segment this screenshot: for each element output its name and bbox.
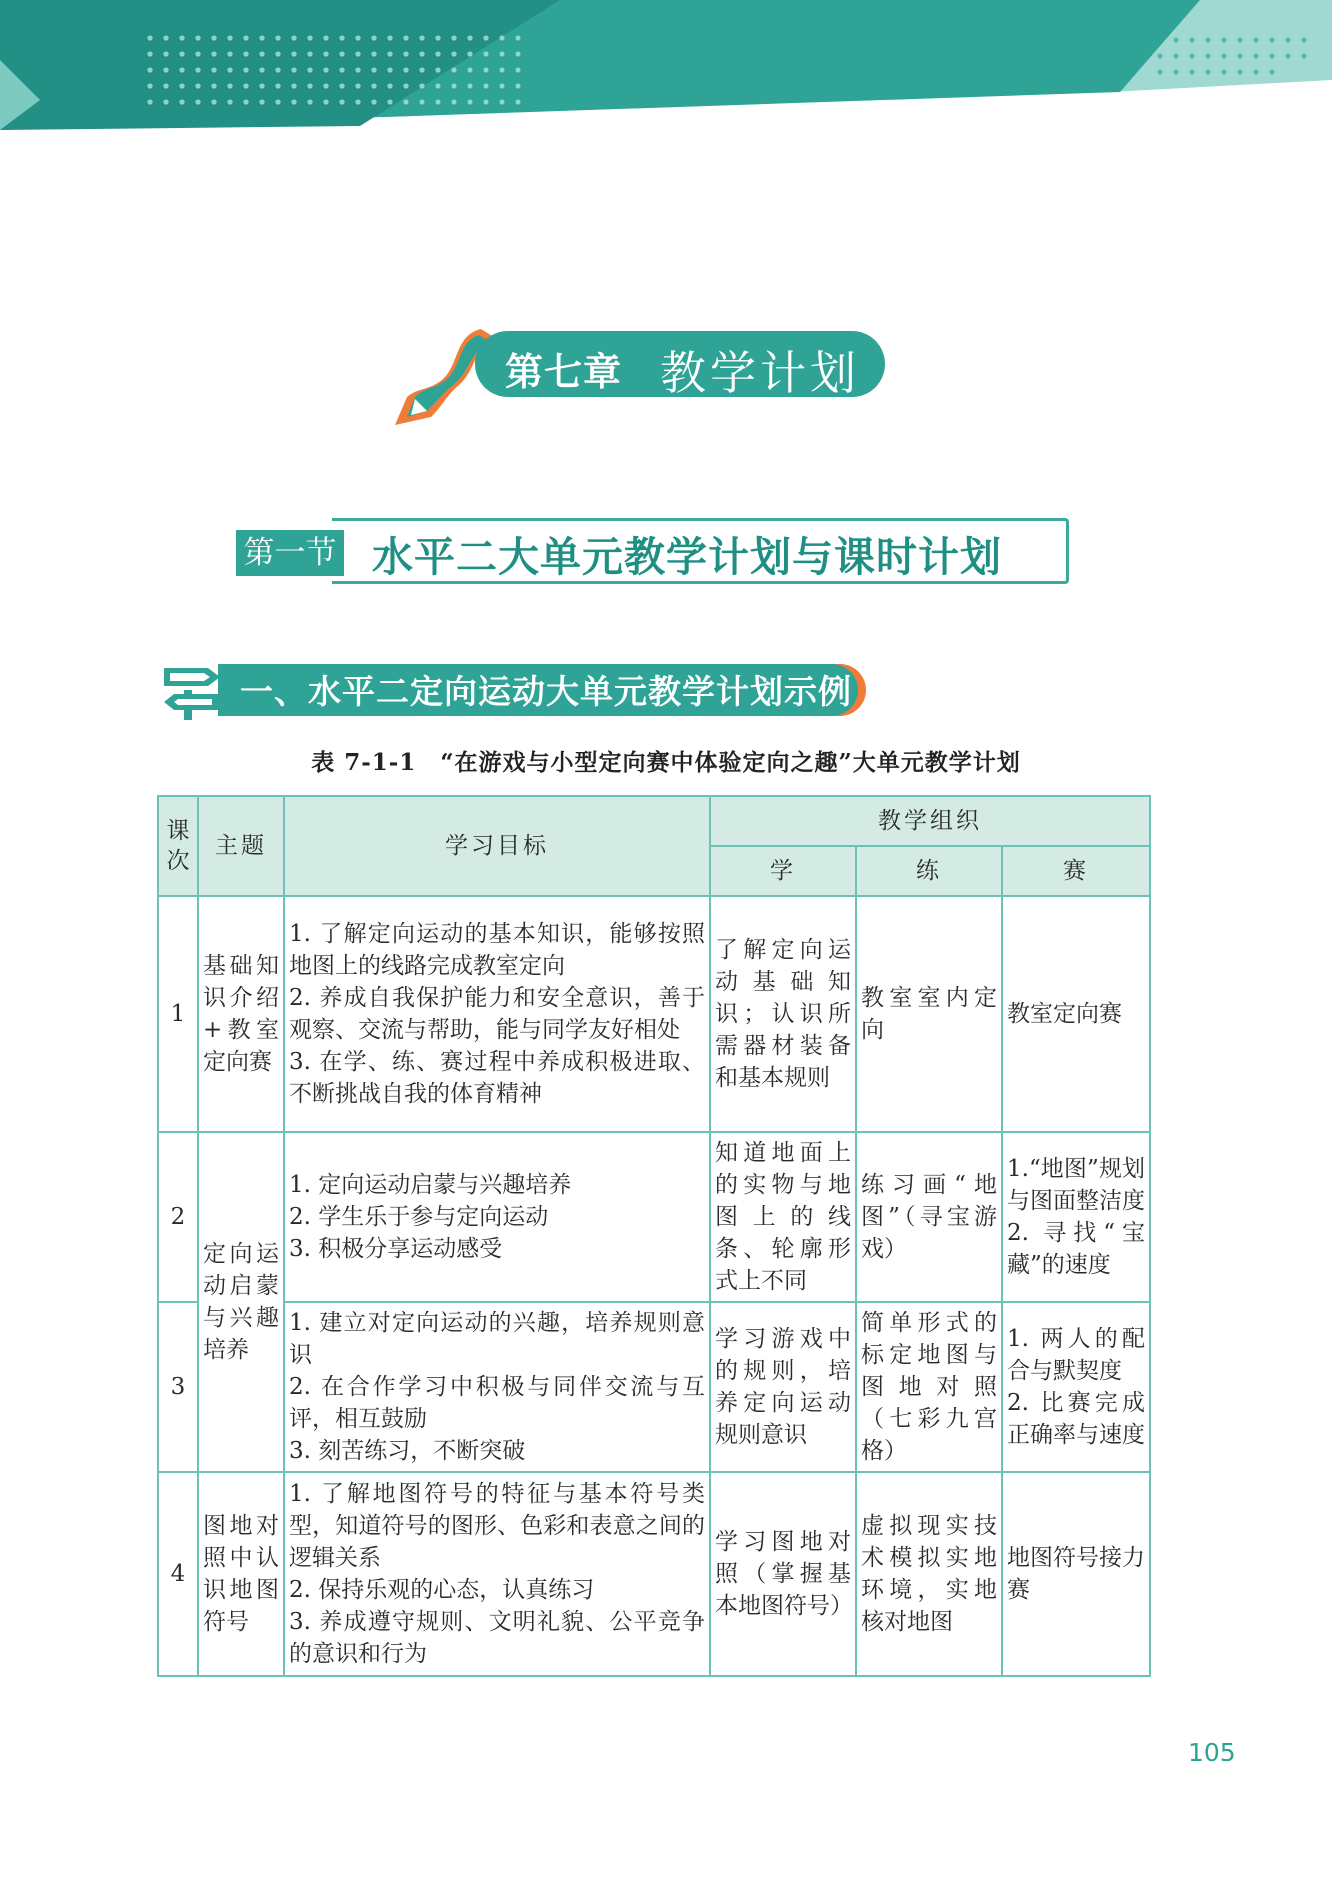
table-caption: 表 7-1-1 “在游戏与小型定向赛中体验定向之趣”大单元教学计划	[311, 749, 1021, 776]
signpost-icon	[160, 660, 230, 722]
topic-cell: 定向运动启蒙与兴趣培养	[198, 1132, 284, 1472]
header-lesson: 课次	[158, 796, 198, 896]
subsection-title: 一、水平二定向运动大单元教学计划示例	[240, 672, 852, 711]
header-compete: 赛	[1002, 846, 1150, 896]
practice-cell: 教室室内定向	[856, 896, 1002, 1132]
objectives-cell: 1. 了解地图符号的特征与基本符号类型，知道符号的图形、色彩和表意之间的逻辑关系 2. 保持乐观的心态，认真练习 3. 养成遵守规则、文明礼貌、公平竞争的意识和行为	[284, 1472, 710, 1676]
chapter-title: 教学计划	[660, 346, 860, 400]
table-row	[158, 1132, 1150, 1302]
table-row	[158, 1302, 1150, 1472]
practice-cell: 简单形式的标定地图与图地对照（七彩九宫格）	[856, 1302, 1002, 1472]
lesson-cell: 1	[158, 896, 198, 1132]
compete-cell: 1.“地图”规划与图面整洁度 2. 寻找“宝藏”的速度	[1002, 1132, 1150, 1302]
compete-cell: 教室定向赛	[1002, 896, 1150, 1132]
lesson-cell: 3	[158, 1302, 198, 1472]
learn-cell: 知道地面上的实物与地图上的线条、轮廓形式上不同	[710, 1132, 856, 1302]
chapter-heading	[385, 325, 905, 435]
page-number: 105	[1188, 1738, 1236, 1767]
table-row	[158, 1472, 1150, 1676]
objectives-cell: 1. 建立对定向运动的兴趣，培养规则意识 2. 在合作学习中积极与同伴交流与互评，相互鼓励 3. 刻苦练习，不断突破	[284, 1302, 710, 1472]
objectives-cell: 1. 了解定向运动的基本知识，能够按照地图上的线路完成教室定向 2. 养成自我保护能力和安全意识，善于观察、交流与帮助，能与同学友好相处 3. 在学、练、赛过程中养成积极进取、不断挑战自我的体育精神	[284, 896, 710, 1132]
section-heading	[236, 518, 1068, 580]
topic-cell: 基础知识介绍+教室定向赛	[198, 896, 284, 1132]
lesson-cell: 4	[158, 1472, 198, 1676]
learn-cell: 学习游戏中的规则，培养定向运动规则意识	[710, 1302, 856, 1472]
header-banner	[0, 0, 1332, 140]
practice-cell: 虚拟现实技术模拟实地环境，实地核对地图	[856, 1472, 1002, 1676]
objectives-cell: 1. 定向运动启蒙与兴趣培养 2. 学生乐于参与定向运动 3. 积极分享运动感受	[284, 1132, 710, 1302]
practice-cell: 练习画“地图”（寻宝游戏）	[856, 1132, 1002, 1302]
header-practice: 练	[856, 846, 1002, 896]
compete-cell: 1. 两人的配合与默契度 2. 比赛完成正确率与速度	[1002, 1302, 1150, 1472]
section-tag: 第一节	[236, 530, 344, 576]
header-organization: 教学组织	[710, 796, 1150, 846]
learn-cell: 学习图地对照（掌握基本地图符号）	[710, 1472, 856, 1676]
topic-cell: 图地对照中认识地图符号	[198, 1472, 284, 1676]
chapter-number: 第七章	[505, 350, 623, 394]
learn-cell: 了解定向运动基础知识；认识所需器材装备和基本规则	[710, 896, 856, 1132]
header-learn: 学	[710, 846, 856, 896]
header-objectives: 学习目标	[284, 796, 710, 896]
section-title: 水平二大单元教学计划与课时计划	[372, 533, 1002, 581]
lesson-cell: 2	[158, 1132, 198, 1302]
compete-cell: 地图符号接力赛	[1002, 1472, 1150, 1676]
table-row	[158, 896, 1150, 1132]
teaching-plan-table	[157, 795, 1151, 1677]
subsection-heading	[160, 660, 920, 720]
header-topic: 主题	[198, 796, 284, 896]
